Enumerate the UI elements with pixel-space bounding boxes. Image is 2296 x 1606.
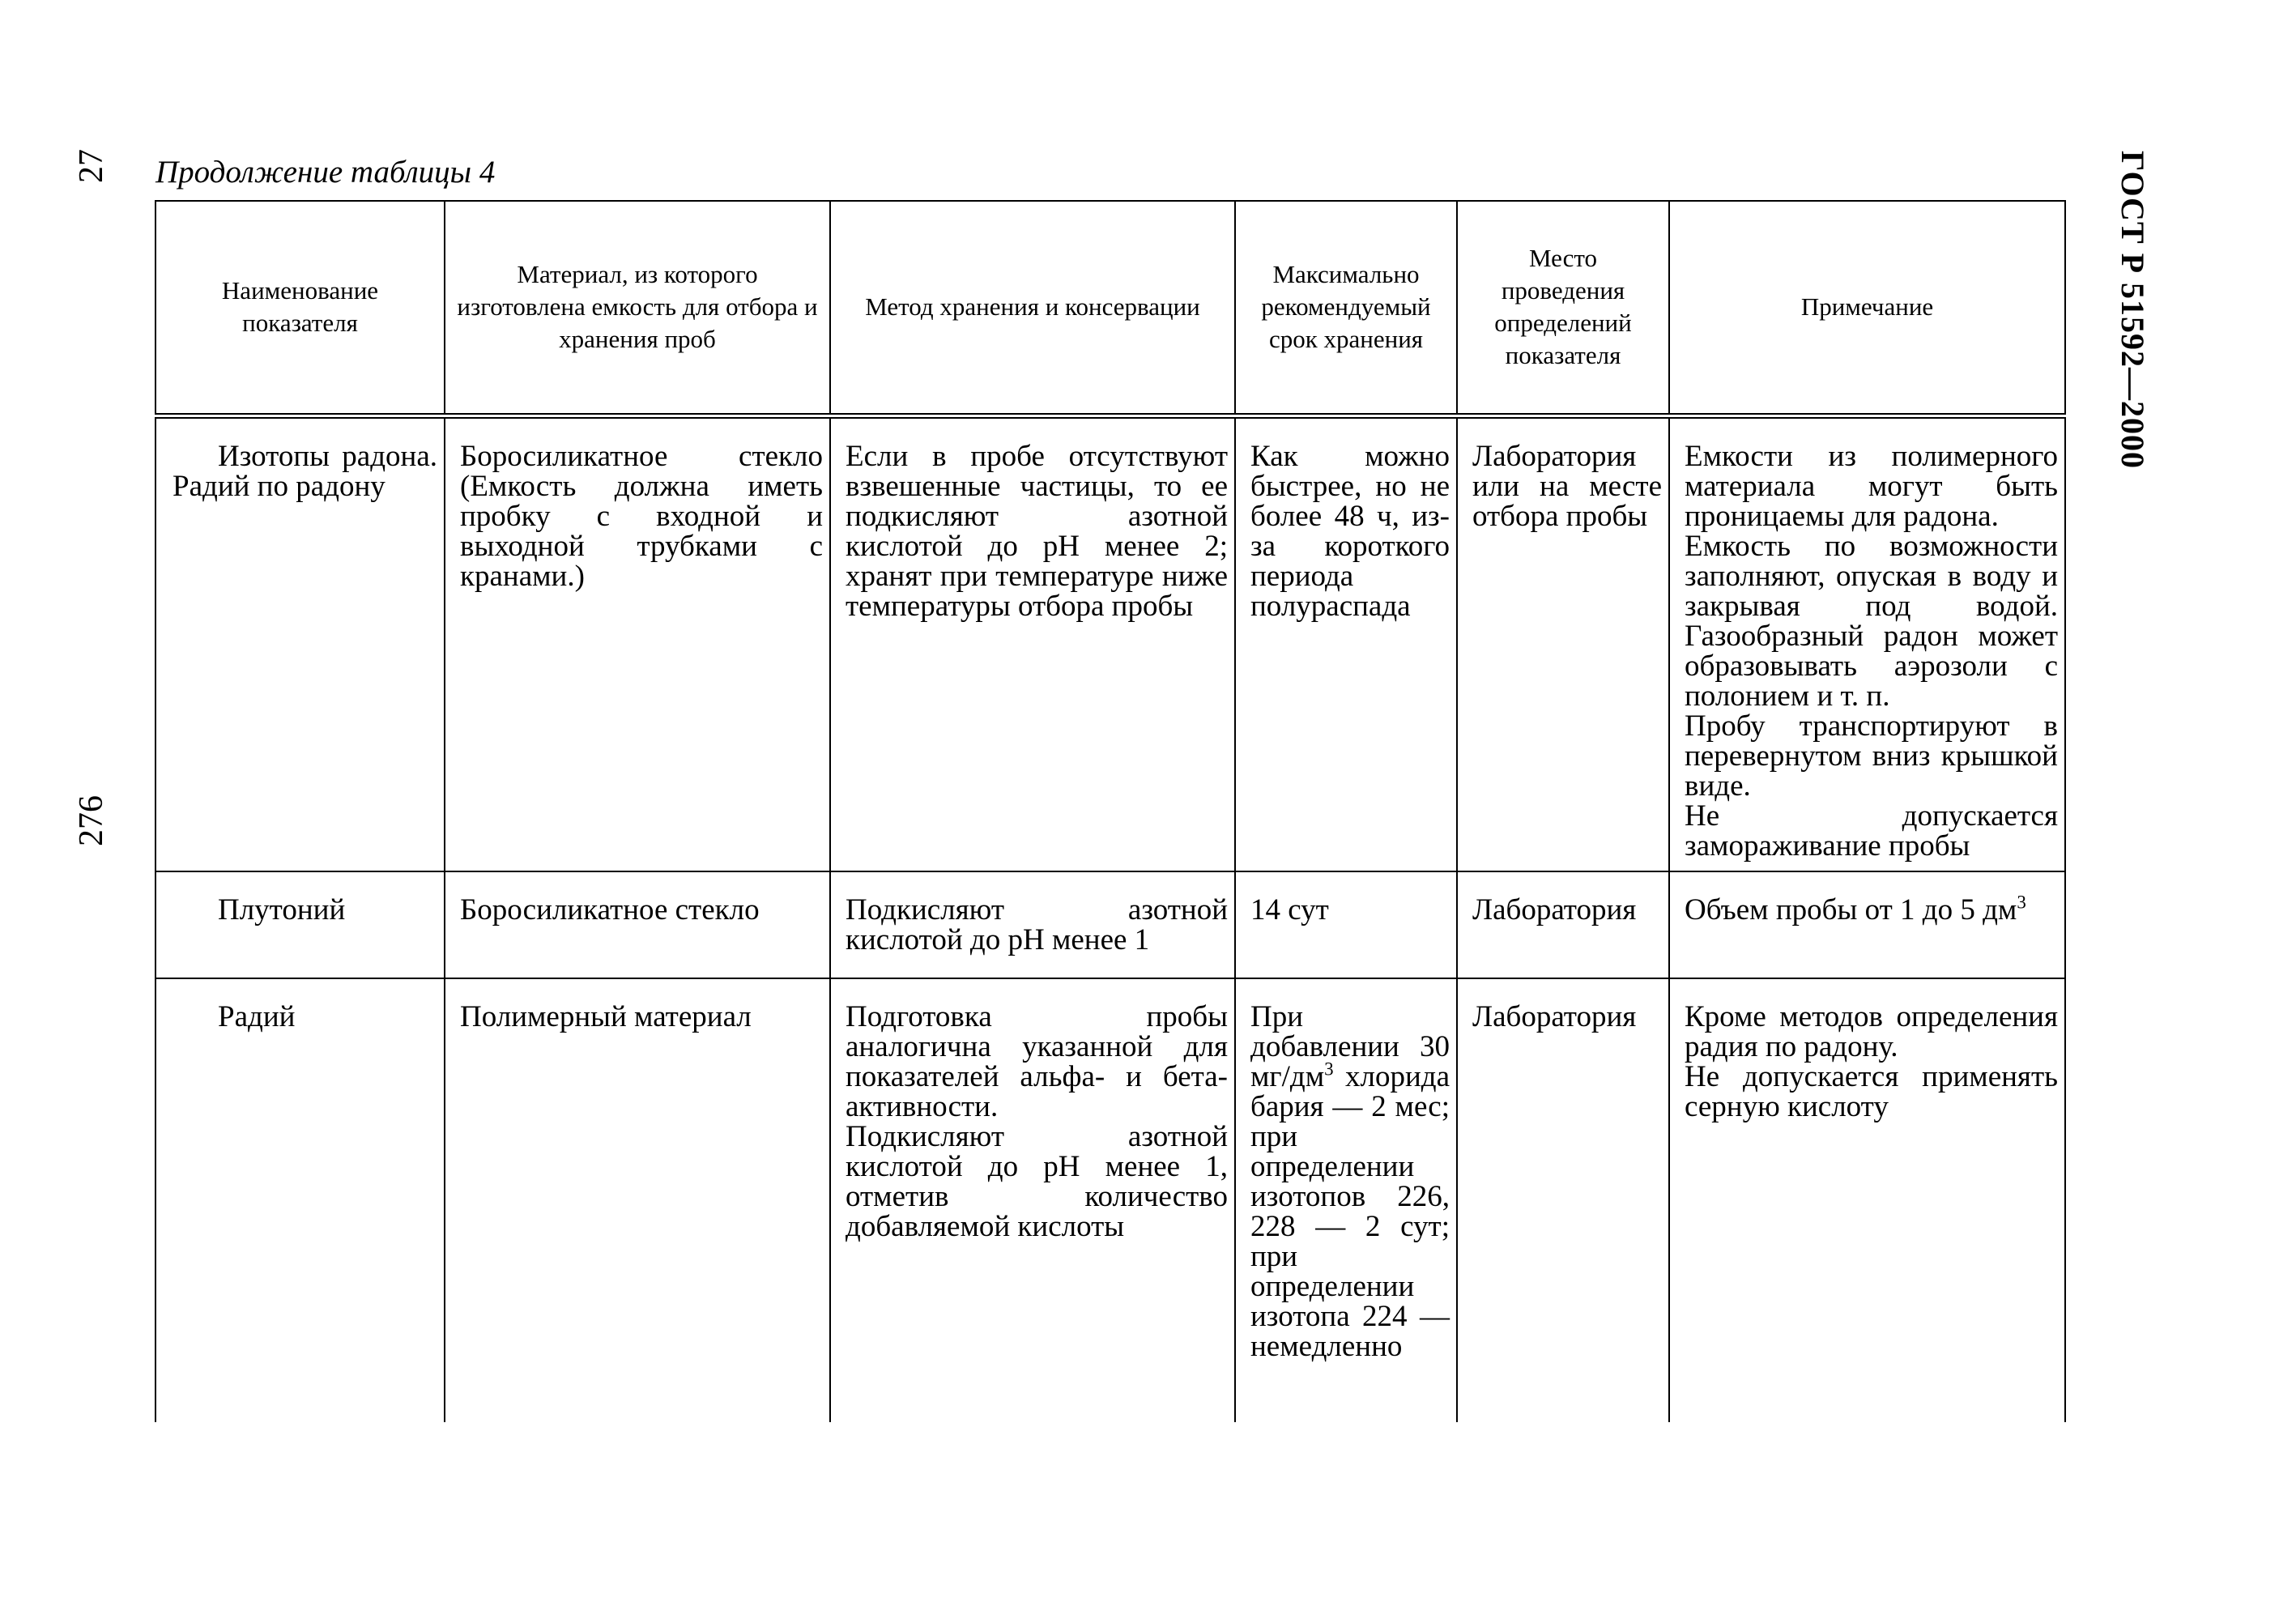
cell-text: Лаборатория	[1472, 999, 1637, 1033]
cell-material	[445, 871, 830, 978]
cell-text: 14 сут	[1250, 892, 1329, 927]
cell-text: Плутоний	[218, 892, 346, 927]
note-paragraph: Емкость по возможности заполняют, опуская в воду и закрывая под водой. Газообразный радон может образовывать аэрозоли с полонием и т. п.	[1685, 529, 2058, 713]
cell-term	[1235, 978, 1457, 1422]
superscript: 3	[1324, 1059, 1334, 1080]
cell-text: Если в пробе отсутствуют взвешенные частицы, то ее подкисляют азотной кислотой до pH менее 2; хранят при температуре ниже температуры отбора пробы	[846, 439, 1228, 623]
table-row	[155, 415, 2065, 871]
note-paragraph: Емкости из полимерного материала могут быть проницаемы для радона.	[1685, 439, 2058, 533]
standard-id: ГОСТ Р 51592—2000	[2115, 151, 2151, 470]
cell-text: Боросиликатное стекло	[460, 892, 760, 927]
cell-place	[1457, 415, 1669, 871]
cell-text: Боросиликатное стекло (Емкость должна иметь пробку с входной и выходной трубками с кранами.)	[460, 439, 823, 593]
cell-text: Лаборатория или на месте отбора пробы	[1472, 439, 1662, 533]
note-paragraph: Не допускается замораживание пробы	[1685, 799, 2058, 863]
cell-note	[1669, 978, 2065, 1422]
page-number-middle: 276	[73, 795, 110, 846]
superscript: 3	[2017, 892, 2026, 913]
header-method: Метод хранения и консервации	[830, 201, 1235, 415]
cell-term	[1235, 871, 1457, 978]
page-number-top: 27	[73, 149, 110, 183]
cell-text: Лаборатория	[1472, 892, 1637, 927]
cell-text: Изотопы радона. Радий по радону	[173, 439, 437, 503]
cell-text: Как можно быстрее, но не более 48 ч, из-за короткого периода полураспада	[1250, 439, 1450, 623]
table-header-row	[155, 201, 2065, 415]
table-row	[155, 871, 2065, 978]
header-material: Материал, из которого изготовлена емкость для отбора и хранения проб	[445, 201, 830, 415]
method-paragraph: Подкисляют азотной кислотой до pH менее 1, отметив количество добавляемой кислоты	[846, 1119, 1228, 1243]
storage-table	[155, 200, 2066, 1422]
note-text: Объем пробы от 1 до 5 дм	[1685, 892, 2017, 927]
cell-method	[830, 871, 1235, 978]
cell-note	[1669, 871, 2065, 978]
cell-text	[1250, 999, 1450, 1363]
header-term: Максимально рекомендуемый срок хранения	[1235, 201, 1457, 415]
cell-place	[1457, 871, 1669, 978]
note-paragraph: Кроме методов определения радия по радону.	[1685, 999, 2058, 1063]
table-row	[155, 978, 2065, 1422]
cell-material	[445, 415, 830, 871]
cell-name	[155, 415, 445, 871]
cell-text: Полимерный материал	[460, 999, 752, 1033]
cell-term	[1235, 415, 1457, 871]
cell-note	[1669, 415, 2065, 871]
cell-name	[155, 871, 445, 978]
note-paragraph: Пробу транспортируют в перевернутом вниз крышкой виде.	[1685, 709, 2058, 803]
note-paragraph: Не допускается применять серную кислоту	[1685, 1059, 2058, 1123]
header-name: Наименование показателя	[155, 201, 445, 415]
cell-text	[1685, 892, 2058, 927]
cell-text: Подкисляют азотной кислотой до pH менее 1	[846, 892, 1228, 956]
method-paragraph: Подготовка пробы аналогична указанной для показателей альфа- и бета-активности.	[846, 999, 1228, 1123]
cell-method	[830, 415, 1235, 871]
cell-material	[445, 978, 830, 1422]
cell-place	[1457, 978, 1669, 1422]
table-caption: Продолжение таблицы 4	[155, 155, 496, 190]
header-place: Место проведения определений показателя	[1457, 201, 1669, 415]
term-text: хлорида бария — 2 мес; при определении изотопов 226, 228 — 2 сут; при определении изотопа 224 — немедленно	[1250, 1059, 1450, 1363]
header-note: Примечание	[1669, 201, 2065, 415]
cell-method	[830, 978, 1235, 1422]
cell-name	[155, 978, 445, 1422]
term-text: При добавлении 30 мг/дм	[1250, 999, 1450, 1093]
cell-text: Радий	[218, 999, 296, 1033]
